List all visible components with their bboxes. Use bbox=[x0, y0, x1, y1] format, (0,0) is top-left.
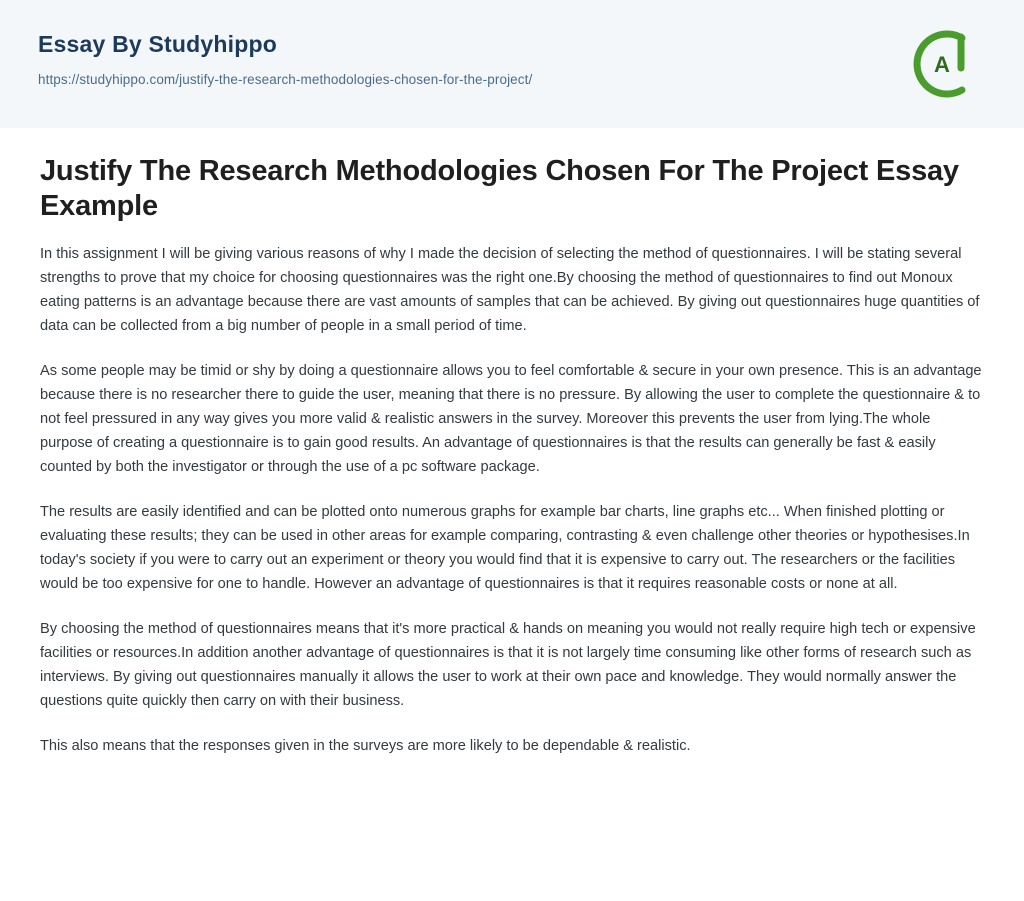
source-url-link[interactable]: https://studyhippo.com/justify-the-research-methodologies-chosen-for-the-project/ bbox=[38, 72, 533, 87]
article-paragraph: In this assignment I will be giving various reasons of why I made the decision of selecting the method of questionnaires. I will be stating several strengths to prove that my choice for choosing questionnaires was the right one.By choosing the method of questionnaires to find out Monoux eating patterns is an advantage because there are vast amounts of samples that can be achieved. By giving out questionnaires huge quantities of data can be collected from a big number of people in a small period of time. bbox=[40, 246, 980, 334]
article-body bbox=[0, 128, 1024, 758]
studyhippo-logo-icon bbox=[900, 22, 984, 106]
article-paragraph: As some people may be timid or shy by doing a questionnaire allows you to feel comfortable & secure in your own presence. This is an advantage because there is no researcher there to guide the user, meaning that there is no pressure. By allowing the user to complete the questionnaire & to not feel pressured in any way gives you more valid & realistic answers in the survey. Moreover this prevents the user from lying.The whole purpose of creating a questionnaire is to gain good results. An advantage of questionnaires is that the results can generally be fast & easily counted by both the investigator or through the use of a pc software package. bbox=[40, 363, 982, 475]
article-paragraph: The results are easily identified and can be plotted onto numerous graphs for example bar charts, line graphs etc... When finished plotting or evaluating these results; they can be used in other areas for example comparing, contrasting & even challenge other theories or hypothesises.In today's society if you were to carry out an experiment or theory you would find that it is expensive to carry out. The researchers or the facilities would be too expensive for one to handle. However an advantage of questionnaires is that it requires reasonable costs or none at all. bbox=[40, 504, 970, 592]
site-header bbox=[0, 0, 1024, 128]
article-paragraph: By choosing the method of questionnaires means that it's more practical & hands on meaning you would not really require high tech or expensive facilities or resources.In addition another advantage of questionnaires is that it is not largely time consuming like other forms of research such as interviews. By giving out questionnaires manually it allows the user to work at their own pace and knowledge. They would normally answer the questions quite quickly then carry on with their business. bbox=[40, 621, 976, 709]
article-paragraph: This also means that the responses given in the surveys are more likely to be dependable & realistic. bbox=[40, 738, 691, 754]
svg-text:A: A bbox=[934, 52, 950, 77]
site-title: Essay By Studyhippo bbox=[38, 31, 277, 57]
page-title: Justify The Research Methodologies Chosen For The Project Essay Example bbox=[40, 155, 959, 222]
